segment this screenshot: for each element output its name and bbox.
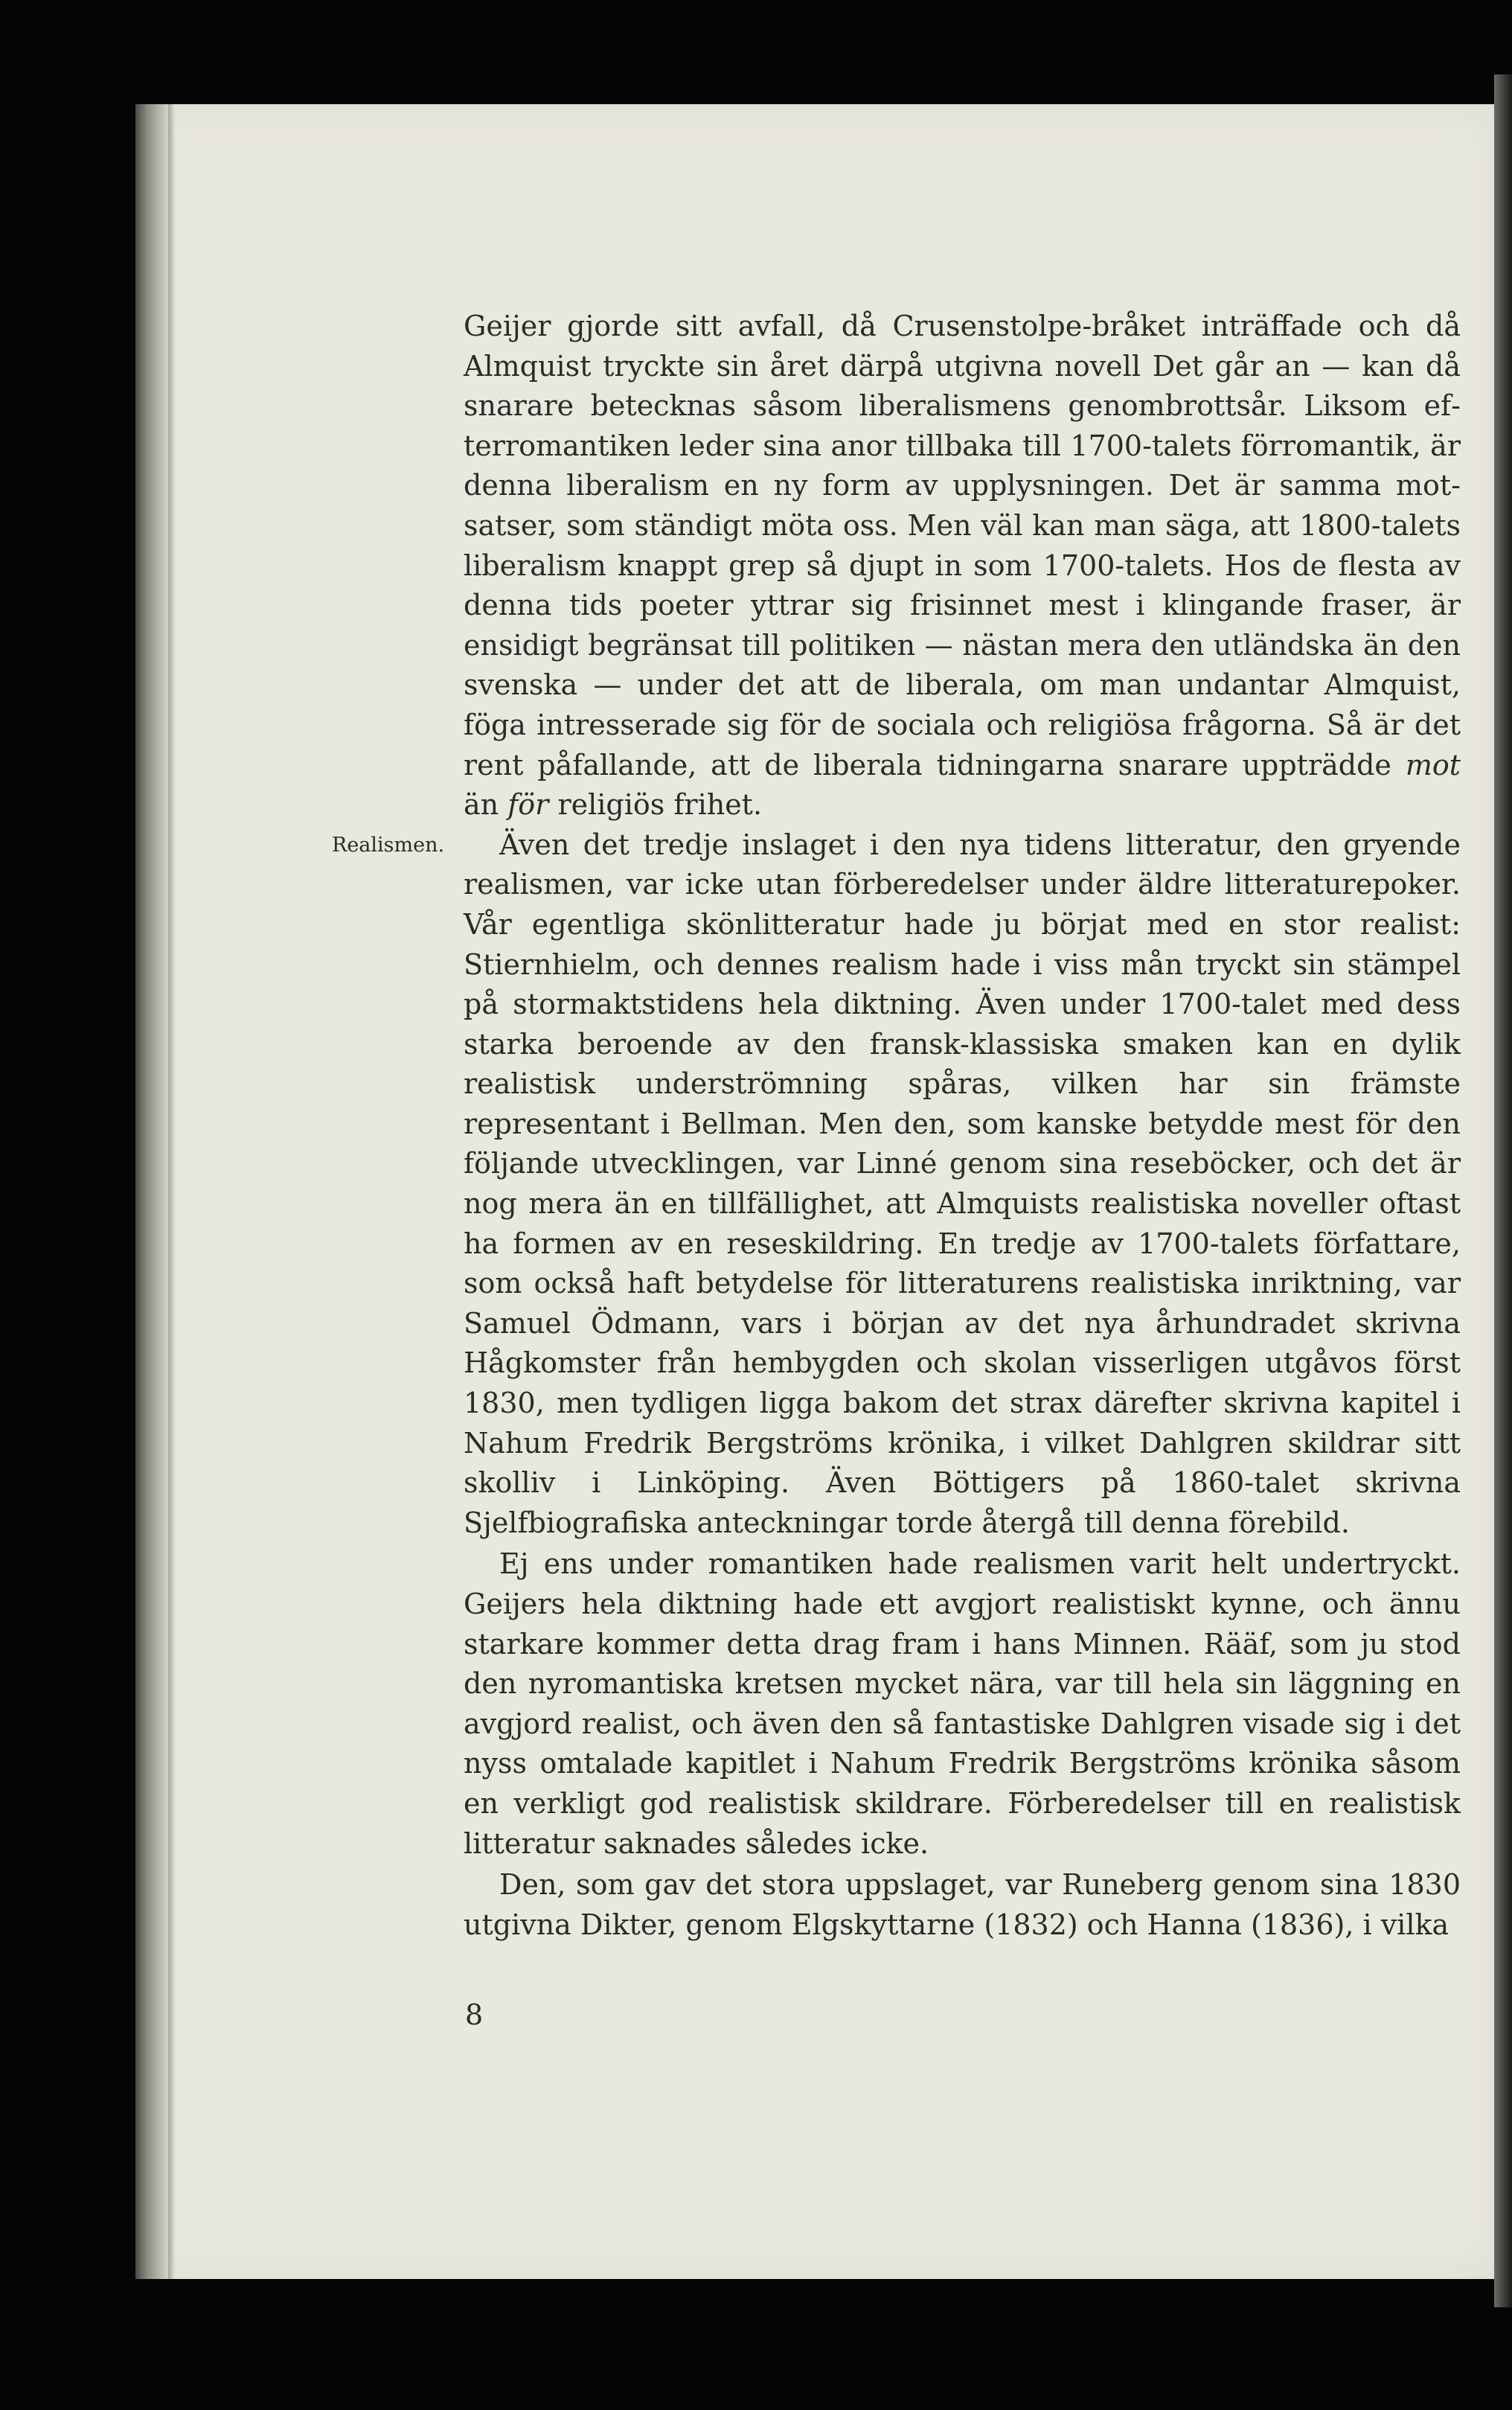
emphasis-for: för [507, 788, 549, 822]
paragraph-1-text: Geijer gjorde sitt avfall, då Crusenstolpe-bråket inträffade och då Almquist tryckte sin året därpå utgivna novell Det går an — kan då snarare betecknas såsom liberalismens genombrottsår. Liksom efterromantiken leder sina anor tillbaka till 1700-talets förromantik, är denna liberalism en ny form av upplysningen. Det är samma motsatser, som ständigt möta oss. Men väl kan man säga, att 1800-talets liberalism knappt grep så djupt in som 1700-talets. Hos de flesta av denna tids poeter yttrar sig frisinnet mest i klingande fraser, är ensidigt begränsat till politiken — nästan mera den utländska än den svenska — under det att de liberala, om man undantar Almquist, föga intresserade sig för de sociala och religiösa frågorna. Så är det rent påfallande, att de liberala tidningarna snarare uppträdde [464, 310, 1461, 782]
binding-edge [168, 104, 176, 2279]
paragraph-3: Ej ens under romantiken hade realismen varit helt undertryckt. Geijers hela diktning hade ett avgjort realistiskt kynne, och ännu starkare kommer detta drag fram i hans Minnen. Rääf, som ju stod den nyromantiska kretsen mycket nära, var till hela sin läggning en avgjord realist, och även den så fantastiske Dahlgren visade sig i det nyss omtalade kapitlet i Nahum Fredrik Bergströms krönika såsom en verkligt god realistisk skildrare. Förberedelser till en realistisk litteratur saknades således icke. [464, 1547, 1461, 1860]
paragraph-2: Även det tredje inslaget i den nya tidens litteratur, den gryende realismen, var icke utan förberedelser under äldre litteraturepoker. Vår egentliga skönlitteratur hade ju börjat med en stor realist: Stiernhielm, och dennes realism hade i viss mån tryckt sin stämpel på stormaktstidens hela diktning. Även under 1700-talet med dess starka beroende av den fransk-klassiska smaken kan en dylik realistisk underströmning spåras, vilken har sin främste representant i Bellman. Men den, som kanske betydde mest för den följande utvecklingen, var Linné genom sina reseböcker, och det är nog mera än en tillfällighet, att Almquists realistiska noveller oftast ha formen av en reseskildring. En tredje av 1700-talets författare, som också haft betydelse för litteraturens realistiska inriktning, var Samuel Ödmann, vars i början av det nya århundradet skrivna Hågkomster från hembygden och skolan visserligen utgåvos först 1830, men tydligen ligga bakom det strax därefter skrivna kapitel i Nahum Fredrik Bergströms krönika, i vilket Dahlgren skildrar sitt skolliv i Linköping. Även Böttigers på 1860-talet skrivna Sjelfbiografiska anteckningar torde återgå till denna förebild. [464, 828, 1461, 1539]
book-binding-shadow [135, 104, 168, 2279]
emphasis-mot: mot [1405, 748, 1461, 782]
paragraph-1-end: religiös frihet. [557, 788, 763, 822]
paragraph-1 [464, 307, 1461, 825]
paragraph-4: Den, som gav det stora uppslaget, var Runeberg genom sina 1830 utgivna Dikter, genom Elgskyttarne (1832) och Hanna (1836), i vilka [464, 1868, 1461, 1941]
margin-note: Realismen. [332, 834, 445, 857]
page-number: 8 [465, 1998, 484, 2031]
body-text [464, 307, 1461, 1945]
paragraph-1-connector: än [464, 788, 499, 822]
page-right-edge [1494, 74, 1512, 2307]
